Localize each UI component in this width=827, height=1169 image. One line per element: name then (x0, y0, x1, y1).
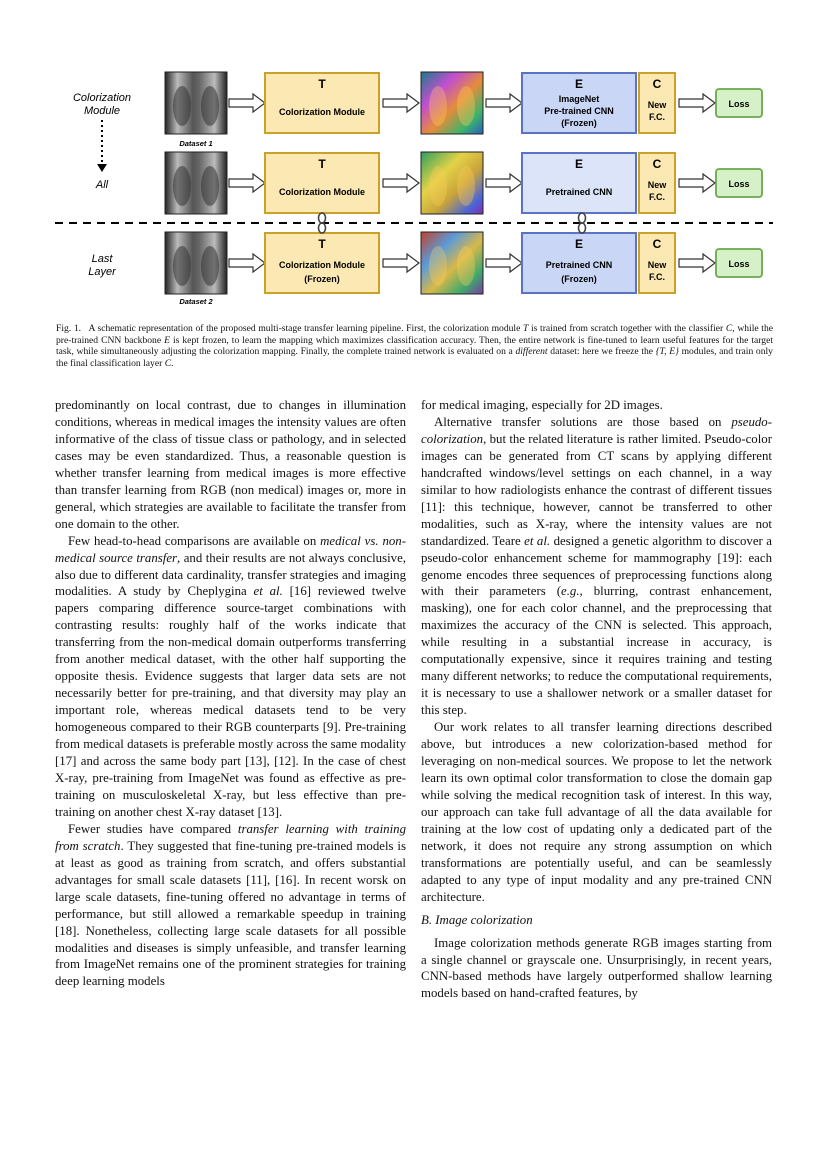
flow-arrow (229, 94, 265, 112)
dotted-arrow-head (97, 164, 107, 172)
caption-symbol: E (164, 334, 170, 346)
text-run: Few head-to-head comparisons are available on (68, 533, 321, 548)
text-emphasis: pseudo-colorization (421, 414, 772, 446)
module-label-e2: Pretrained CNN (545, 187, 613, 197)
paragraph (55, 821, 406, 991)
paragraph: Our work relates to all transfer learning directions described above, but introduces a new colorization-based method for leveraging on non-medical sources. We propose to let the network learn its own optimal color transformation to close the domain gap while solving the medical recognition task of interest. In this way, our approach can take full advantage of all the data available for training at the low cost of updating only a dedicated part of the network, it does not require any strong assumption on which transformations are potentially useful, and can be seamlessly adapted to any type of input modality and any pre-trained CNN architecture. (421, 720, 772, 904)
module-label-e1: ImageNet (558, 94, 600, 104)
colorized-lung-left (429, 166, 447, 206)
paragraph: Image colorization methods generate RGB images starting from a single channel or grayscale one. Unsurprisingly, in recent years, CNN-based methods have largely outperformed shallow learning models based on hand-crafted features, by (421, 935, 772, 1001)
caption-text: is trained from scratch together with the classifier (528, 323, 726, 334)
flow-arrow (229, 174, 265, 192)
caption-symbol: C (164, 357, 172, 369)
pipeline-diagram (55, 60, 775, 315)
caption-text: is kept frozen, to learn the mapping which maximizes classification accuracy. Then, the entire network is fine-tuned to learn useful features for the target task, while simultaneously adjusting the colorization mapping. Finally, the complete trained network is evaluated on a (56, 334, 773, 358)
flow-arrow (383, 174, 419, 192)
colorized-lung-right (457, 246, 475, 286)
module-label-e3: (Frozen) (561, 274, 597, 284)
colorized-lung-right (457, 166, 475, 206)
caption-text: . (171, 357, 174, 369)
flow-arrow (679, 94, 715, 112)
label-colorization-module: Colorization Module (72, 92, 132, 117)
left-column (55, 397, 406, 990)
flow-arrow (486, 254, 522, 272)
loss-label: Loss (728, 259, 750, 269)
module-label-e2: Pre-trained CNN (544, 106, 614, 116)
label-last-layer: Last Layer (88, 253, 116, 278)
module-label-t: Colorization Module (279, 107, 365, 117)
xray-lung-right (201, 86, 219, 126)
caption-prefix: Fig. 1. (56, 323, 82, 334)
section-heading: B. Image colorization (421, 912, 533, 927)
module-letter-t: T (318, 237, 326, 251)
module-label-e2: Pretrained CNN (545, 260, 613, 270)
text-emphasis: e.g. (561, 584, 580, 599)
flow-arrow (679, 254, 715, 272)
caption-text: dataset: here we freeze the (547, 346, 656, 358)
right-column (421, 397, 772, 1002)
paragraph: for medical imaging, especially for 2D images. (421, 398, 663, 412)
figure-caption (56, 323, 773, 369)
pipeline-row-2 (165, 152, 762, 214)
xray-lung-left (173, 166, 191, 206)
paragraph (421, 414, 772, 719)
text-run: Fewer studies have compared (68, 821, 238, 836)
module-label-e3: (Frozen) (561, 118, 597, 128)
module-label-c1: New (647, 180, 667, 190)
colorized-lung-right (457, 86, 475, 126)
flow-arrow (383, 254, 419, 272)
label-all: All (95, 179, 109, 191)
module-letter-e: E (574, 237, 584, 251)
module-letter-c: C (652, 237, 662, 251)
caption-text: , while the pre-trained CNN backbone (56, 323, 774, 346)
text-run: [16] reviewed twelve papers comparing difference source-target combinations with contrasting results: roughly half of the works indicate that transferring from the non-medical domain outperforms transferring from another medical dataset, with the other half supporting the opposite thesis. Evidence suggests that larger data sets are not necessarily better for pre-training, and that diversity may play an important role, whereas medical datasets tend to be very homogeneous compared to their RGB counterparts [9]. Pre-training from medical datasets is preferable mostly across the same modality [17] and across the same body part [13], [12]. In the case of chest X-ray, pre-training from ImageNet was found as effective as pre-training on musculoskeletal X-ray, but less effective than pre-training on another chest X-ray dataset [13]. (55, 584, 406, 819)
text-run: , blurring, contrast enhancement, masking), one for each color channel, and the preprocessing that maximizes the accuracy of the CNN is selected. This approach, while resulting in a substantial increase in accuracy, is computationally expensive, since it requires training and testing many different networks; to reduce the computational requirements, it is necessary to use a shallower network or a smaller dataset for this step. (421, 584, 772, 718)
text-run: Alternative transfer solutions are those based on (434, 414, 732, 429)
module-label-c2: F.C. (648, 112, 666, 122)
text-run: designed a genetic algorithm to discover a pseudo-color enhancement scheme for mammography [19]: each genome encodes three sequences of preprocessing functions along with their parameters ( (421, 533, 772, 599)
pipeline-row-1 (165, 72, 762, 134)
caption-emphasis: different (515, 346, 548, 358)
caption-text: modules, and train only the final classification layer (56, 346, 773, 369)
module-letter-t: T (318, 157, 326, 171)
dataset1-label: Dataset 1 (179, 139, 213, 148)
text-emphasis: medical vs. non-medical source transfer (55, 533, 406, 565)
xray-lung-right (201, 246, 219, 286)
flow-arrow (229, 254, 265, 272)
module-letter-t: T (318, 77, 326, 91)
caption-symbol: T (523, 323, 529, 334)
text-emphasis: et al. (253, 584, 283, 599)
flow-arrow (679, 174, 715, 192)
paragraph (55, 533, 406, 821)
text-emphasis: et al. (524, 533, 551, 548)
module-letter-c: C (652, 157, 662, 171)
module-label-c2: F.C. (648, 272, 666, 282)
caption-symbol: C (725, 323, 733, 334)
flow-arrow (383, 94, 419, 112)
xray-lung-left (173, 246, 191, 286)
paragraph: predominantly on local contrast, due to changes in illumination conditions, whereas in medical images the intensity values are often informative of the class of tissue class or pathology, and in selected cases may be even standardized. Thus, a reasonable question is whether transfer learning from medical images is more effective than transfer learning from RGB (non medical) images or, more in general, which strategies are available to facilitate the transfer from one domain to the other. (55, 398, 406, 531)
colorized-lung-left (429, 246, 447, 286)
module-letter-e: E (574, 77, 584, 91)
loss-label: Loss (728, 179, 750, 189)
text-run: , and their results are not always conclusive, also due to different data cardinality, transfer strategies and imaging modalities. A study by Cheplygina (55, 550, 406, 599)
module-letter-e: E (574, 157, 584, 171)
pipeline-row-3 (165, 232, 762, 294)
dataset2-label: Dataset 2 (179, 297, 213, 306)
colorized-lung-left (429, 86, 447, 126)
caption-text: A schematic representation of the proposed multi-stage transfer learning pipeline. First, the colorization module (88, 323, 524, 334)
text-run: . They suggested that fine-tuning pre-trained models is at least as good as training from scratch, and offers substantial advantages for small scale datasets [11], [16]. In recent worsk on large scale datasets, fine-tuning offered no advantage in terms of performance, but still allowed a remarkable speedup in training [18]. Nonetheless, collecting large scale datasets for all possible modalities and diseases is simply unfeasible, and transfer learning from ImageNet remains one of the prominent strategies for training deep learning models (55, 838, 406, 989)
xray-lung-left (173, 86, 191, 126)
module-label-c1: New (647, 260, 667, 270)
flow-arrow (486, 174, 522, 192)
module-label-t: Colorization Module (279, 260, 365, 270)
module-letter-c: C (652, 77, 662, 91)
text-run: , but the related literature is rather limited. Pseudo-color images can be generated from CT scans by applying different handcrafted windows/level settings on each channel, in a way similar to how radiologists enhance the contrast of different tissues [11]: this technique, however, cannot be transferred to other modalities, such as X-ray, where the intensity values are not standardized. Teare (421, 431, 772, 548)
pipeline-figure (55, 60, 775, 315)
loss-label: Loss (728, 99, 750, 109)
caption-symbol: {T, E} (655, 346, 679, 358)
module-label-t: Colorization Module (279, 187, 365, 197)
flow-arrow (486, 94, 522, 112)
module-label-c1: New (647, 100, 667, 110)
module-sublabel-t: (Frozen) (304, 274, 340, 284)
text-emphasis: transfer learning with training from scratch (55, 821, 406, 853)
module-label-c2: F.C. (648, 192, 666, 202)
xray-lung-right (201, 166, 219, 206)
